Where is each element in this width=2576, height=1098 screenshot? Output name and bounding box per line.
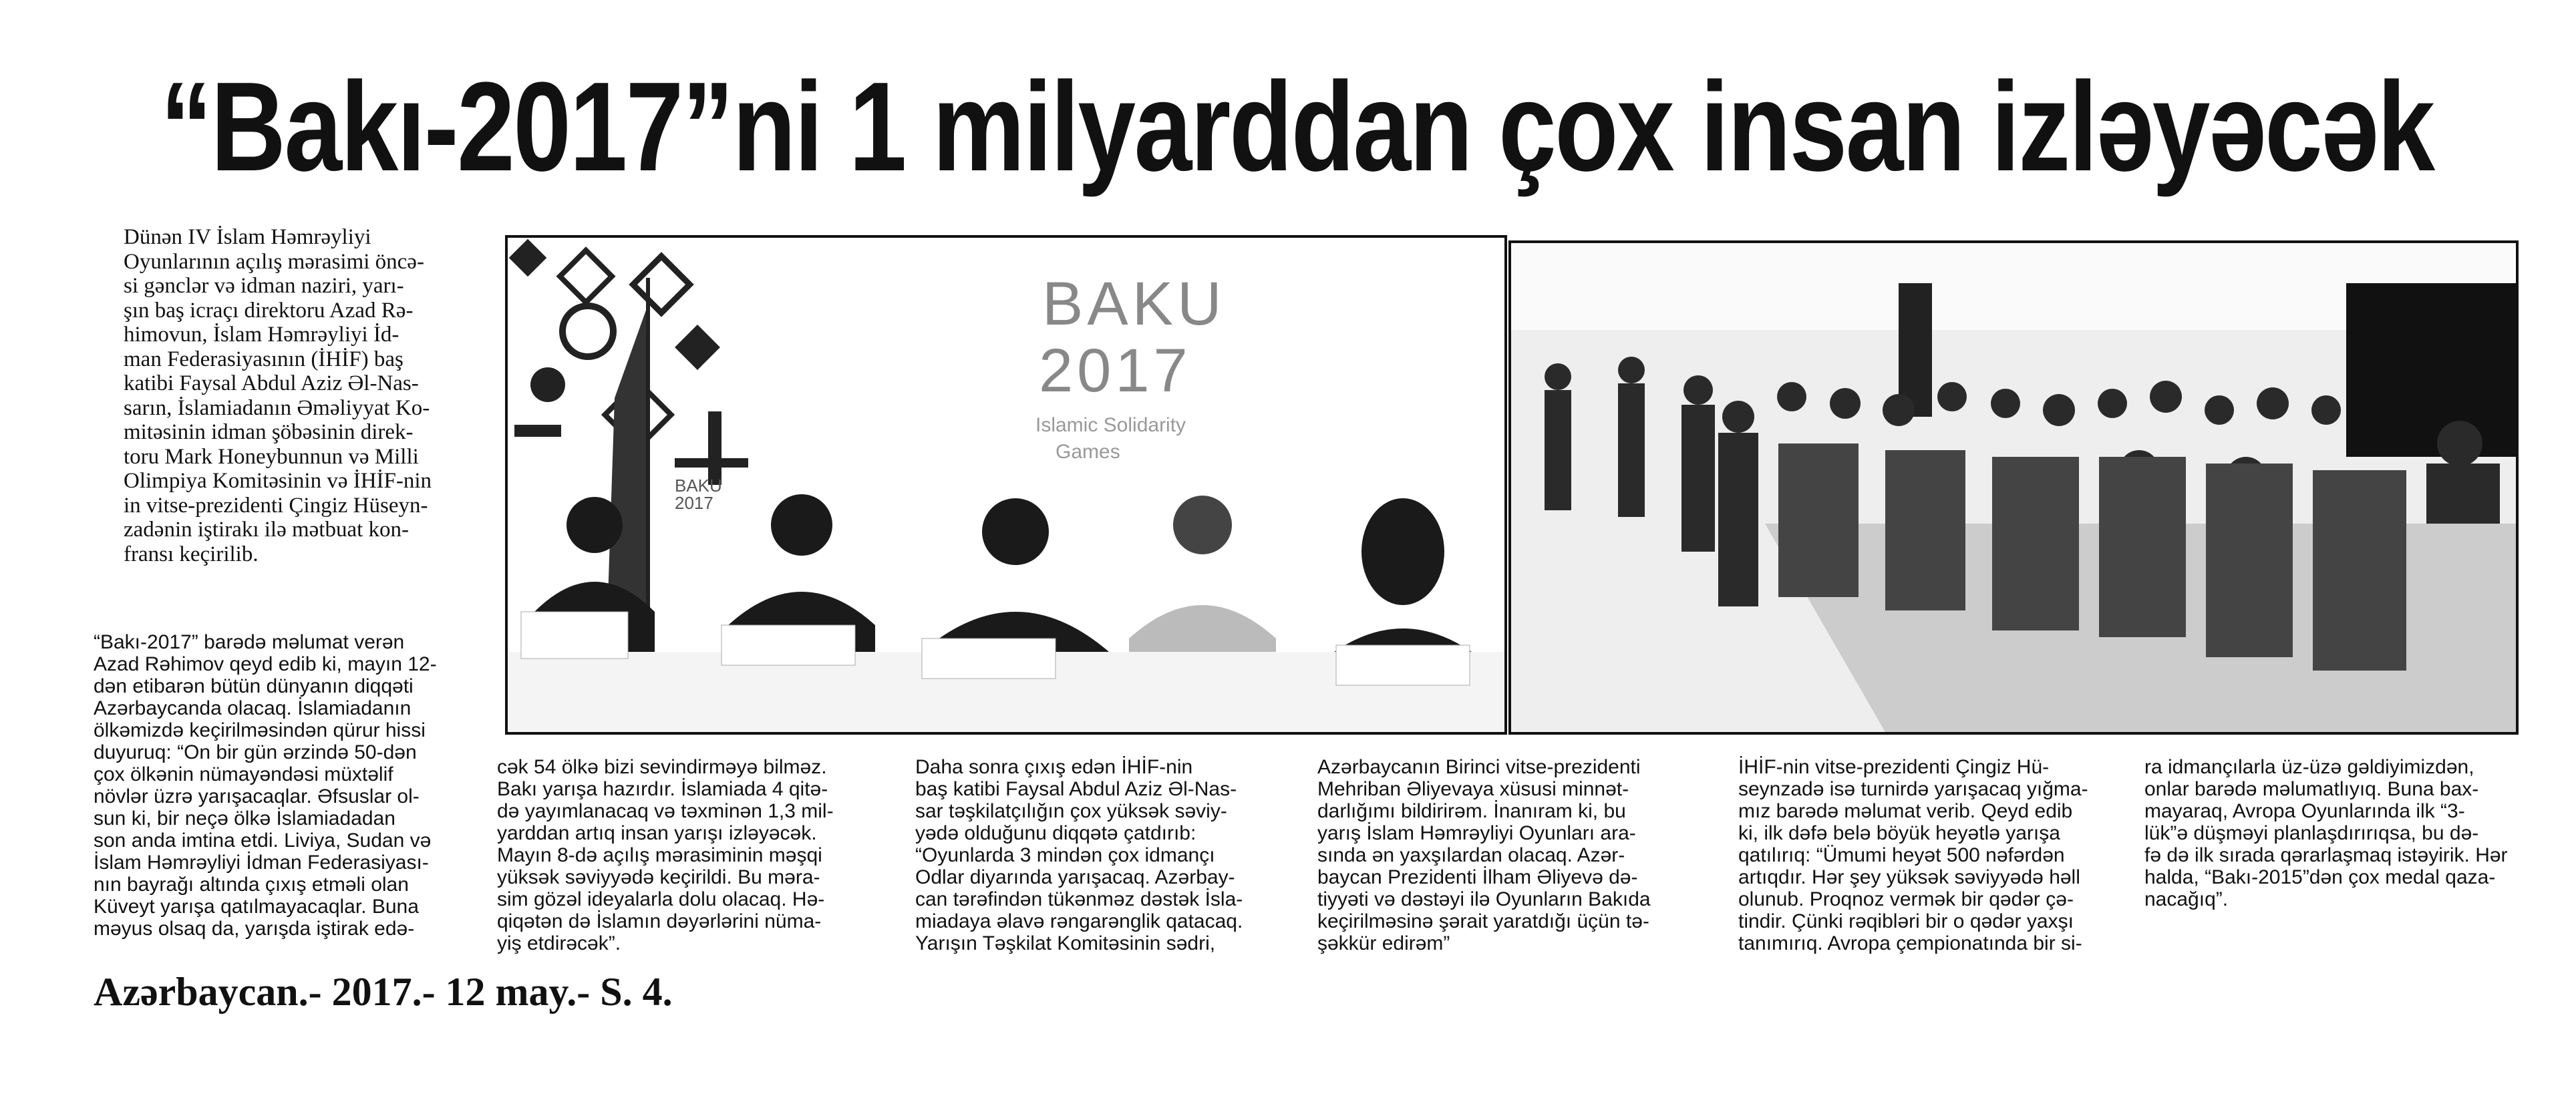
article-column-3: Daha sonra çıxış edən İHİF-nin baş katibi Faysal Abdul Aziz Əl-Nas- sar təşkilatçılığın çox yüksək səviy- yədə olduğunu diqqətə çatdırıb: “Oyunlarda 3 mindən çox idmançı Odlar diyarında yarışacaq. Azərbay- can tərəfindən tükənməz dəstək İsla- miadaya əlavə rəngarənglik qatacaq. Yarışın Təşkilat Komitəsinin sədri,	[915, 756, 1243, 954]
backdrop-brand: BAKU	[1042, 270, 1226, 338]
article-column-5: İHİF-nin vitse-prezidenti Çingiz Hü- seynzadə isə turnirdə yarışacaq yığma- mız barədə məlumat verib. Qeyd edib ki, ilk dəfə belə böyük heyətlə yarışa qatılırıq: “Ümumi heyət 500 nəfərdən artıqdır. Hər şey yüksək səviyyədə həll olunub. Proqnoz vermək bir qədər çə- tindir. Çünki rəqibləri bir o qədər yaxşı tanımırıq. Avropa çempionatında bir si-	[1738, 756, 2088, 954]
badge-year: 2017	[675, 493, 713, 513]
backdrop-subtitle-1: Islamic Solidarity	[1035, 414, 1186, 436]
backdrop-subtitle-2: Games	[1056, 441, 1120, 463]
article-column-2: cək 54 ölkə bizi sevindirməyə bilməz. Bakı yarışa hazırdır. İslamiada 4 qitə- də yayımlanacaq və təxminən 1,3 mil- yarddan artıq insan yarışı izləyəcək. Mayın 8-də açılış mərasiminin məşqi yüksək səviyyədə keçirildi. Bu məra- sim gözəl ideyalarla dolu olacaq. Hə- qiqətən də İslamın dəyərlərini nüma- yiş etdirəcək”.	[497, 756, 834, 954]
source-citation: Azərbaycan.- 2017.- 12 may.- S. 4.	[94, 970, 673, 1014]
audience-photo	[1508, 240, 2519, 735]
article-column-4: Azərbaycanın Birinci vitse-prezidenti Mehriban Əliyevaya xüsusi minnət- darlığımı bildirirəm. İnanıram ki, bu yarış İslam Həmrəyliyi Oyunları ara- sında ən yaxşılardan olacaq. Azər- baycan Prezidenti İlham Əliyevə də- tiyyəti və dəstəyi ilə Oyunların Bakıda keçirilməsinə şərait yaratdığı üçün tə- şəkkür edirəm”	[1317, 756, 1651, 954]
article-intro: Dünən IV İslam Həmrəyliyi Oyunlarının açılış mərasimi öncə- si gənclər və idman naziri, yarı- şın baş icraçı direktoru Azad Rə- himovun, İslam Həmrəyliyi İd- man Federasiyasının (İHİF) baş katibi Faysal Abdul Aziz Əl-Nas- sarın, İslamiadanın Əməliyyat Ko- mitəsinin idman şöbəsinin direk- toru Mark Honeybunnun və Milli Olimpiya Komitəsinin və İHİF-nin in vitse-prezidenti Çingiz Hüseyn- zadənin iştirakı ilə mətbuat kon- fransı keçirilib.	[124, 225, 432, 566]
headline: “Bakı-2017”ni 1 milyarddan çox insan izləyəcək	[160, 56, 2434, 198]
article-column-1: “Bakı-2017” barədə məlumat verən Azad Rəhimov qeyd edib ki, mayın 12- dən etibarən bütün dünyanın diqqəti Azərbaycanda olacaq. İslamiadanın ölkəmizdə keçirilməsindən qürur hissi duyuruq: “On bir gün ərzində 50-dən çox ölkənin nümayəndəsi müxtəlif növlər üzrə yarışacaqlar. Əfsuslar ol- sun ki, bir neçə ölkə İslamiadadan son anda imtina etdi. Liviya, Sudan və İslam Həmrəyliyi İdman Federasiyası- nın bayrağı altında çıxış etməli olan Küveyt yarışa qatılmayacaqlar. Buna məyus olsaq da, yarışda iştirak edə-	[94, 631, 437, 940]
press-conference-photo	[505, 235, 1507, 735]
badge-brand: BAKU	[675, 476, 722, 496]
backdrop-year: 2017	[1039, 337, 1192, 405]
article-column-6: ra idmançılarla üz-üzə gəldiyimizdən, onlar barədə məlumatlıyıq. Buna bax- mayaraq, Avropa Oyunlarında ilk “3- lük”ə düşməyi planlaşdırırıqsa, bu də- fə də ilk sırada qərarlaşmaq istəyirik. Hər halda, “Bakı-2015”dən çox medal qaza- nacağıq”.	[2144, 756, 2508, 910]
